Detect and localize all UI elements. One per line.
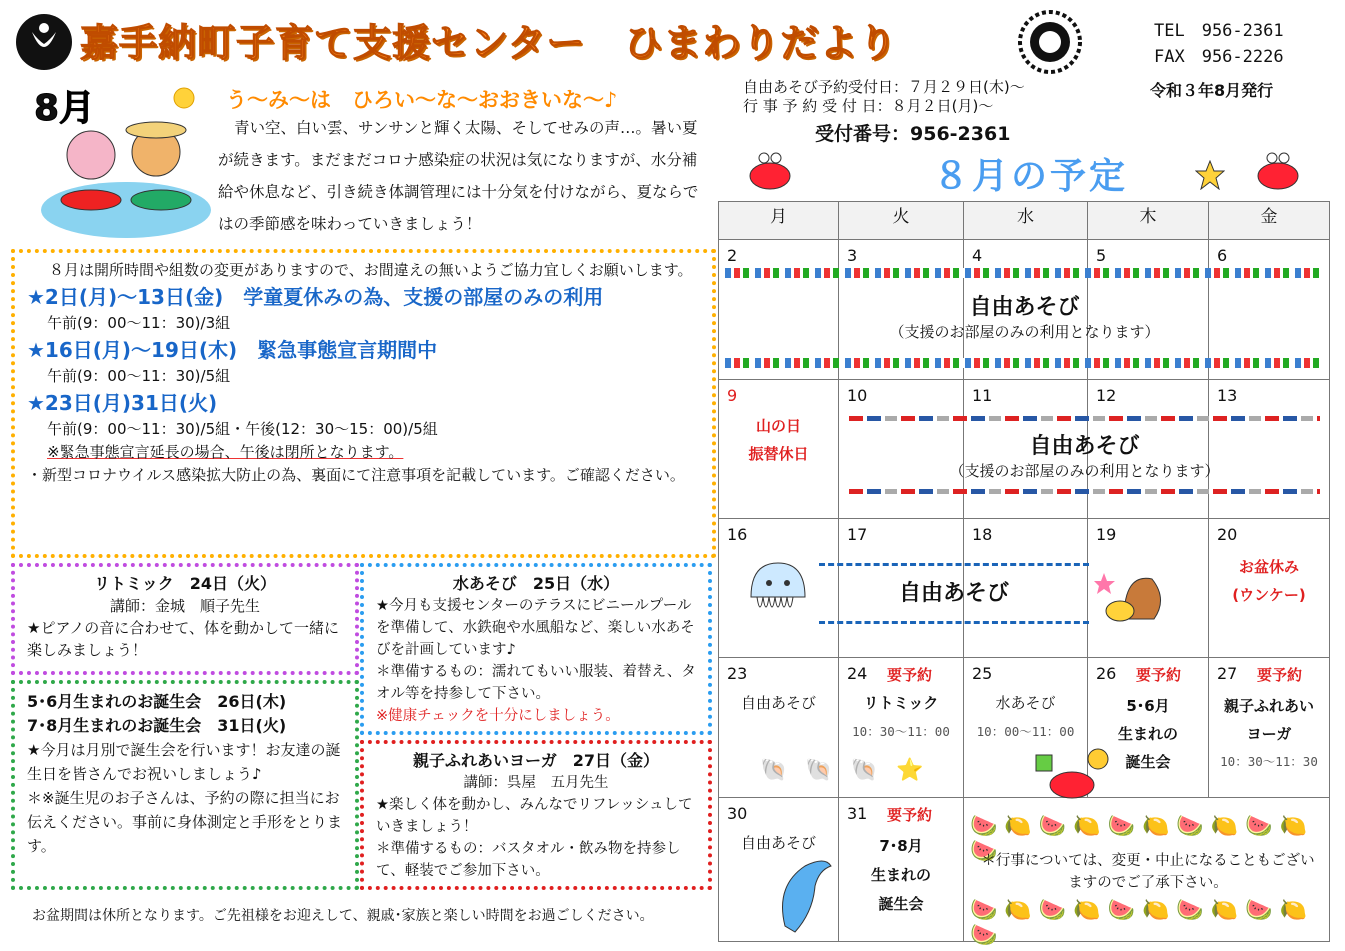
crab-icon-right xyxy=(1250,148,1306,192)
calendar-note: ＊行事については、変更・中止になることもございますのでご了承下さい。 xyxy=(981,853,1315,891)
notice-period-1-time: 午前(9：00～11：30)/3組 xyxy=(47,314,231,332)
crab-icon xyxy=(742,148,798,192)
bday-line-1: 5･6月 xyxy=(1126,697,1170,715)
rhythmic-text: ★ピアノの音に合わせて、体を動かして一緒に楽しみましょう！ xyxy=(27,619,339,659)
bday-title-2: 7･8月生まれのお誕生会 31日(火) xyxy=(27,716,287,735)
august-calendar xyxy=(718,201,1330,948)
bday-note: ＊※誕生児のお子さんは、予約の際に担当にお伝えください。事前に身体測定と手形をとります。 xyxy=(27,789,343,855)
dolphin-icon xyxy=(775,856,839,936)
date: 4 xyxy=(972,246,983,265)
seashell-row-icon: 🐚🐚🐚⭐ xyxy=(760,758,942,783)
notice-lead: ８月は開所時間や組数の変更がありますので、お間違えの無いようご協力宜しくお願いします。 xyxy=(49,261,693,279)
rhythmic-teacher: 講師：金城 順子先生 xyxy=(109,597,260,615)
week2-event xyxy=(839,416,1330,494)
event-time: 10：00～11：00 xyxy=(976,724,1075,739)
fax: FAX 956-2226 xyxy=(1154,47,1284,67)
reservation-badge: 要予約 xyxy=(1136,666,1182,684)
event-time: 10：30～11：30 xyxy=(1220,754,1318,769)
yoga-line-2: ヨーガ xyxy=(1246,725,1292,743)
bday-title-1: 5･6月生まれのお誕生会 26日(木) xyxy=(27,692,287,711)
reservation-badge: 要予約 xyxy=(1257,666,1303,684)
obon-name: お盆休み xyxy=(1238,558,1299,576)
date: 26 xyxy=(1096,664,1117,683)
obon-sub: (ウンケー) xyxy=(1232,586,1306,604)
yoga-prep: ＊準備するもの：バスタオル・飲み物を持参して、軽装でご参加下さい。 xyxy=(376,841,681,879)
cal-cell xyxy=(719,798,839,942)
rhythmic-title: リトミック 24日（火） xyxy=(94,574,276,593)
reservation-info xyxy=(743,78,1025,116)
date: 6 xyxy=(1217,246,1228,265)
cal-note-cell xyxy=(964,798,1330,948)
date: 27 xyxy=(1217,664,1238,683)
yoga-teacher: 講師：呉屋 五月先生 xyxy=(463,775,609,791)
sunflower-seal-icon xyxy=(1018,10,1082,74)
yoga-box xyxy=(360,740,712,890)
reservation-badge: 要予約 xyxy=(887,666,933,684)
resv-free: 自由あそび予約受付日：７月２９日(木)～ xyxy=(743,78,1025,96)
date: 30 xyxy=(727,804,748,823)
week1-note: （支援のお部屋のみの利用となります） xyxy=(889,323,1160,341)
week2-note: （支援のお部屋のみの利用となります） xyxy=(949,462,1220,480)
event-time: 10：30～11：00 xyxy=(852,724,950,739)
rhythmic-box xyxy=(11,563,359,675)
cal-cell xyxy=(1209,658,1330,798)
date: 3 xyxy=(847,246,858,265)
newsletter-title: 嘉手納町子育て支援センター ひまわりだより xyxy=(80,21,898,65)
date: 19 xyxy=(1096,525,1117,544)
notice-period-3-time: 午前(9：00～11：30)/5組・午後(12：30～15：00)/5組 xyxy=(47,420,438,438)
bday-line-3: 誕生会 xyxy=(1125,753,1171,771)
date: 11 xyxy=(972,386,993,405)
date: 17 xyxy=(847,525,868,544)
calendar-title: ８月の予定 xyxy=(933,156,1129,197)
bday-line-2: 生まれの xyxy=(870,866,931,884)
jellyfish-icon xyxy=(743,557,813,627)
date: 23 xyxy=(727,664,748,683)
event-free: 自由あそび xyxy=(740,694,816,712)
date: 2 xyxy=(727,246,738,265)
notice-corona: ・新型コロナウイルス感染拡大防止の為、裏面にて注意事項を記載しています。ご確認ください。 xyxy=(27,466,685,484)
cal-cell xyxy=(1209,519,1330,658)
reservation-number: 受付番号：956-2361 xyxy=(815,123,1011,145)
water-check: ※健康チェックを十分にしましょう。 xyxy=(376,708,620,724)
week1-free: 自由あそび xyxy=(969,295,1080,320)
date: 18 xyxy=(972,525,993,544)
day-thu: 木 xyxy=(1088,202,1209,240)
week3-free: 自由あそび xyxy=(898,581,1009,606)
contact-info xyxy=(1154,18,1284,70)
date: 12 xyxy=(1096,386,1117,405)
schedule-notice xyxy=(11,249,716,558)
event-water: 水あそび xyxy=(995,694,1056,712)
town-logo xyxy=(14,12,74,72)
watermelon-row-icon: 🍉🍋🍉🍋🍉🍋🍉🍋🍉🍋🍉 xyxy=(970,814,1314,864)
date: 31 xyxy=(847,804,868,823)
yoga-line-1: 親子ふれあい xyxy=(1223,697,1314,715)
intro-headline: う～み～は ひろい～な～おおきいな～♪ xyxy=(226,88,618,112)
yoga-title: 親子ふれあいヨーガ 27日（金） xyxy=(413,751,659,770)
week3-event xyxy=(819,563,1089,624)
date: 5 xyxy=(1096,246,1107,265)
cal-cell xyxy=(839,798,964,942)
water-title: 水あそび 25日（水） xyxy=(452,574,620,593)
yoga-text: ★楽しく体を動かし、みんなでリフレッシュしていきましょう！ xyxy=(376,797,693,835)
bday-line-3: 誕生会 xyxy=(878,895,924,913)
day-mon: 月 xyxy=(719,202,839,240)
event-rhythmic: リトミック xyxy=(863,694,939,712)
birthday-box xyxy=(11,680,359,890)
cal-cell xyxy=(719,380,839,519)
water-prep: ＊準備するもの：濡れてもいい服装、着替え、タオル等を持参して下さい。 xyxy=(376,664,696,702)
issue-date: 令和３年8月発行 xyxy=(1150,81,1274,100)
week1-event xyxy=(719,268,1330,368)
water-play-box xyxy=(360,563,712,735)
notice-period-3: ★23日(月)31日(火) xyxy=(27,391,218,415)
present-crab-icon xyxy=(1030,745,1114,801)
date: 16 xyxy=(727,525,748,544)
tel: TEL 956-2361 xyxy=(1154,21,1284,41)
bday-text: ★今月は月別で誕生会を行います！お友達の誕生日を皆さんでお祝いしましょう♪ xyxy=(27,741,341,783)
date: 24 xyxy=(847,664,868,683)
bday-line-1: 7･8月 xyxy=(879,837,923,855)
cal-cell xyxy=(719,240,1160,380)
water-text: ★今月も支援センターのテラスにビニールプールを準備して、水鉄砲や水風船など、楽しい水あそびを計画しています♪ xyxy=(376,598,695,658)
date: 20 xyxy=(1217,525,1238,544)
month-label: 8月 xyxy=(34,88,96,129)
intro-text: 青い空、白い雲、サンサンと輝く太陽、そしてせみの声…。暑い夏が続きます。まだまだコロナ感染症の状況は気になりますが、水分補給や休息など、引き続き体調管理には十分気を付けながら、夏ならではの季節感を味わっていきましょう！ xyxy=(218,119,699,233)
notice-period-2: ★16日(月)～19日(木) 緊急事態宣言期間中 xyxy=(27,338,438,362)
notice-period-3-note: ※緊急事態宣言延長の場合、午後は閉所となります。 xyxy=(47,443,404,461)
reservation-badge: 要予約 xyxy=(887,806,933,824)
notice-period-1: ★2日(月)～13日(金) 学童夏休みの為、支援の部屋のみの利用 xyxy=(27,285,604,309)
week2-free: 自由あそび xyxy=(1029,434,1140,459)
watermelon-row-icon: 🍉🍋🍉🍋🍉🍋🍉🍋🍉🍋🍉 xyxy=(970,898,1314,948)
hermit-crab-icon xyxy=(1094,559,1168,631)
holiday-sub: 振替休日 xyxy=(748,445,809,463)
date: 13 xyxy=(1217,386,1238,405)
resv-event: 行 事 予 約 受 付 日：８月２日(月)～ xyxy=(743,97,994,115)
bday-line-2: 生まれの xyxy=(1117,725,1178,743)
day-fri: 金 xyxy=(1209,202,1330,240)
date: 10 xyxy=(847,386,868,405)
holiday-name: 山の日 xyxy=(755,417,801,435)
notice-period-2-time: 午前(9：00～11：30)/5組 xyxy=(47,367,231,385)
day-wed: 水 xyxy=(964,202,1088,240)
event-free: 自由あそび xyxy=(740,834,816,852)
day-tue: 火 xyxy=(839,202,964,240)
date: 25 xyxy=(972,664,993,683)
cal-cell xyxy=(1088,519,1209,658)
obon-footer: お盆期間は休所となります。ご先祖様をお迎えして、親戚･家族と楽しい時間をお過ごしください。 xyxy=(32,908,654,924)
starfish-icon xyxy=(1195,160,1225,190)
date: 9 xyxy=(727,386,738,405)
summer-illustration xyxy=(36,80,216,240)
